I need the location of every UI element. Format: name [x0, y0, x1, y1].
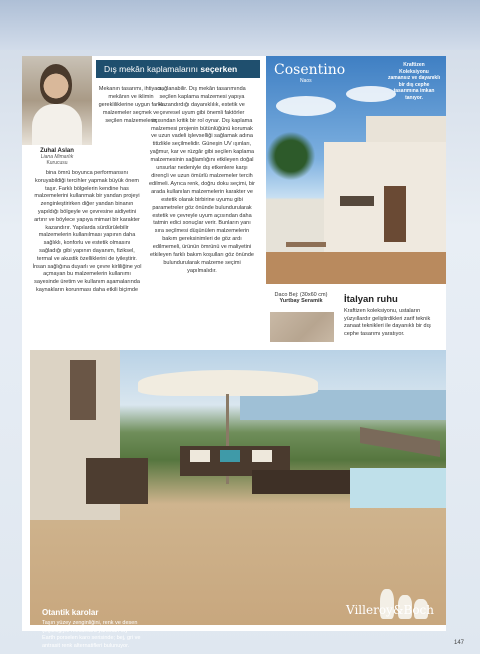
author-photo-body — [32, 104, 82, 145]
cloud — [276, 96, 336, 116]
tile-sample-label: Daco Bej: (30x60 cm) — [274, 292, 328, 298]
author-title: Kurucusu — [46, 160, 68, 166]
parasol — [138, 370, 318, 396]
author-photo — [22, 56, 92, 145]
tile-sample-brand: Yurtbay Seramik — [279, 298, 323, 304]
headline-bold: seçerken — [200, 64, 238, 74]
article-column-1-bottom: bina ömrü boyunca performansını koruyabildiği tercihler yapmak büyük önem taşır. Farklı bölgelerin kendine has malzemelerini kullanmak bir yandan projeyi zenginleştirirken diğer yandan binanın yapıldığı bölgeyle ve çevresine aidiyetini artırır ve böylece yapıya mimari bir karakter kazandırır. Yapılarda sürdürülebilir malzemelerin kullanılması yapının daha sağlıklı, konforlu ve estetik olmasını sağladığı gibi yapının dayanım, fiziksel, termal ve akustik özelliklerini de iyileştirir. İnsan sağlığına duyarlı ve çevre kirliliğine yol açmayan bu malzemelerin kullanımı sayesinde üretim ve kullanım aşamalarında kaynakların korunması daha etkili biçimde — [32, 170, 142, 293]
author-photo-head — [40, 64, 72, 104]
article-section — [22, 56, 260, 341]
cosentino-photo — [266, 56, 446, 284]
sun-lounger — [360, 427, 440, 457]
terrace-photo — [30, 350, 446, 649]
background-sky — [0, 0, 480, 50]
author-name: Zuhal Aslan — [40, 148, 74, 154]
house-window — [340, 196, 374, 206]
cosentino-caption: Kraftizen Koleksiyonu zamansız ve dayanıklı bir dış cephe tasarımına imkan tanıyor. — [388, 62, 440, 101]
magazine-page — [22, 56, 446, 649]
house-door — [384, 186, 406, 242]
cushion — [220, 450, 240, 462]
palm-tree — [266, 126, 316, 186]
italian-section-title: İtalyan ruhu — [344, 294, 398, 305]
terrace-caption-title: Otantik karolar — [42, 608, 99, 617]
headline-text — [104, 64, 237, 74]
author-info — [22, 145, 92, 166]
tile-sample-caption — [266, 292, 336, 304]
bench — [286, 242, 326, 247]
pool — [350, 468, 446, 508]
cushion — [190, 450, 210, 462]
terrace-floor — [266, 252, 446, 284]
article-headline — [96, 60, 260, 78]
italian-section-text: Kraftizen koleksiyonu, ustaların yüzyıllardır geliştirdikleri zarif teknik zanaat teknikleri ile dayanıklı bir dış cephe tasarımı yaratıyor. — [344, 308, 431, 337]
cosentino-sublabel: Naos — [300, 78, 312, 84]
page-number: 147 — [454, 640, 465, 646]
villeroy-boch-logo: Villeroy&Boch — [346, 603, 434, 617]
coffee-table — [252, 470, 358, 494]
tile-sample-image — [270, 312, 334, 342]
article-column-2: sağlanabilir. Dış mekân tasarımında seçilen kaplama malzemesi yapıya kazandırdığı dayanıklılık, estetik ve çevresel uyum gibi önemli faktörler açısından kritik bir rol oynar. Dış kaplama malzemesi projenin bütünlüğünü korumak ve uzun vadeli işlevselliği sağlamak adına titizlikle seçilmelidir. Güneşin UV ışınları, yağmur, kar ve rüzgâr gibi seçilen kaplama malzemesinin sağlamlığını etkileyen doğal unsurlar nedeniyle dış etkenlere karşı dirençli ve uzun ömürlü malzemeler tercih edilmeli. Ayrıca renk, doğru doku seçimi, bir arada kullanılan malzemelerin karakter ve estetik olarak birbirine uyumu gibi parametreler göz önünde bulundurularak estetik ve çevreyle uyum açısından daha tatmin edici sonuçlar verir. Bunların yanı sıra seçilmesi düşünülen malzemelerin bakım gereksinimleri de göz ardı edilmemeli, ürünün ömrünü ve maliyetini etkileyen farklı bakım koşulları göz önünde bulundurularak malzeme seçimi yapılmalıdır. — [149, 86, 255, 274]
terrace-caption-text: Taşın yüzey zenginliğini, renk ve desen çeşitliliğiyle mekanlara yansıtan My Earth porselen karo serisinde; bej, gri ve antrasit renk alternatifleri bulunuyor. — [42, 620, 141, 649]
cushion — [252, 450, 272, 462]
headline-plain: Dış mekân kaplamalarını — [104, 64, 201, 74]
armchair — [86, 458, 148, 504]
cosentino-logo: Cosentino — [274, 62, 346, 78]
author-role: Liana Mimarlık — [40, 154, 74, 160]
house-shutter — [70, 360, 96, 420]
article-column-1-top: Mekanın tasarımı, ihtiyacı, mekânın ve iklimin gerekliliklerine uygun farklı malzemeler seçmek ve seçilen malzemelerin — [98, 86, 164, 124]
